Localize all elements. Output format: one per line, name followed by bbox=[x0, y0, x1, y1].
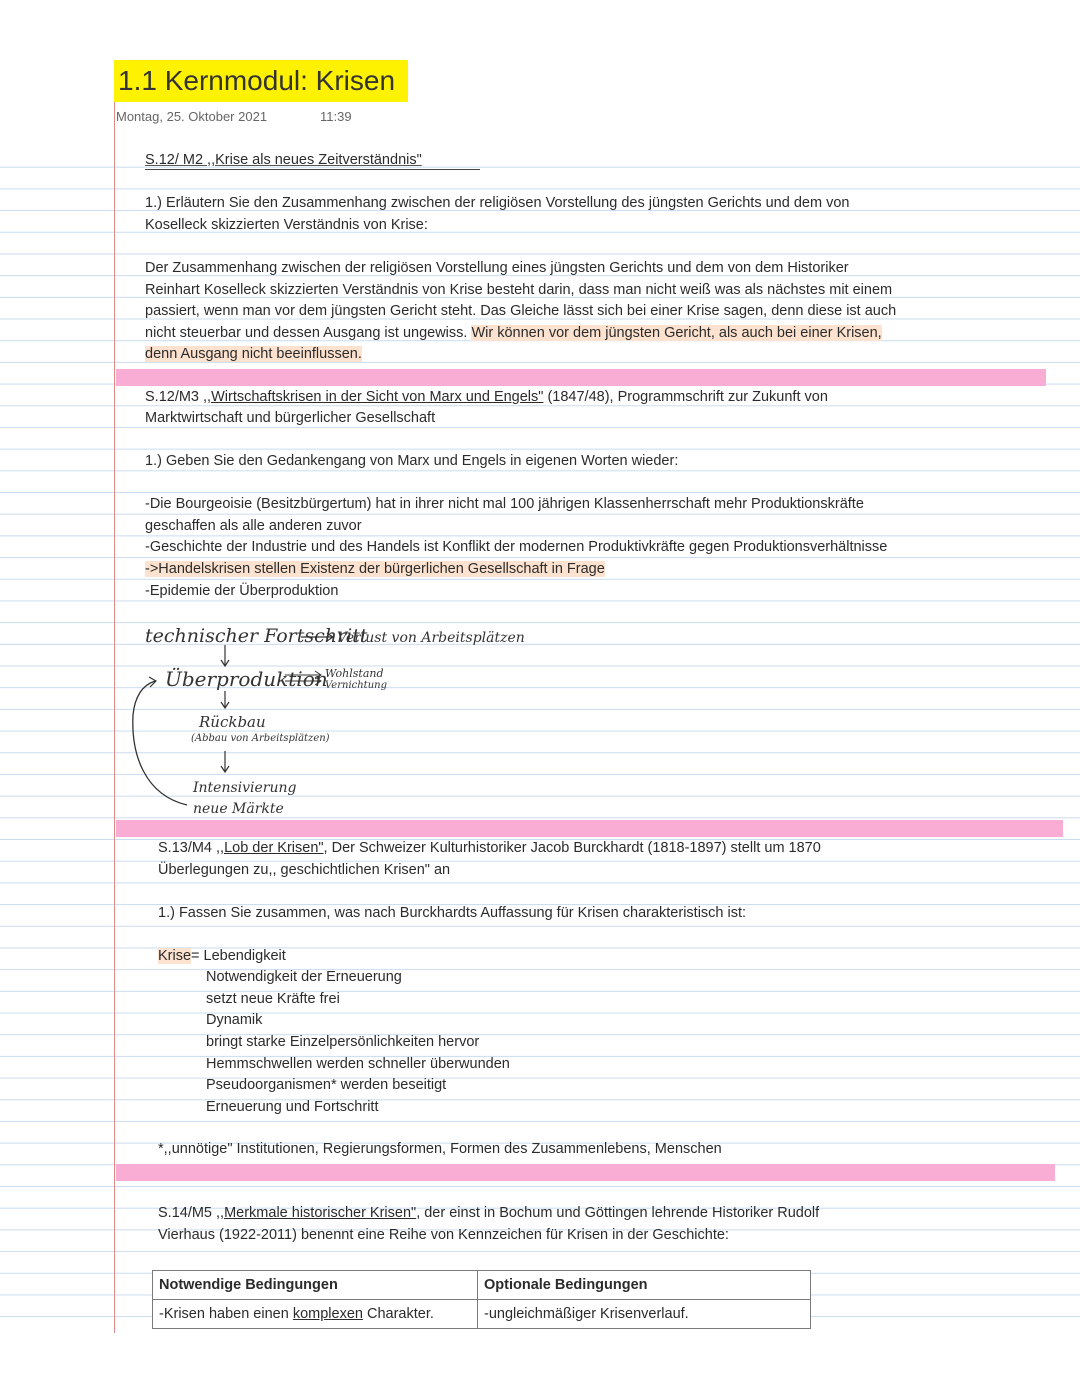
section-4-heading-title: ,,Merkmale historischer Krisen" bbox=[216, 1205, 417, 1221]
section-3-heading-prefix: S.13/M4 bbox=[158, 840, 217, 856]
answer-1-line-3: passiert, wenn man vor dem jüngsten Gericht steht. Das Gleiche lässt sich bei einer Krise sagen, denn diese ist auch bbox=[145, 303, 897, 319]
answer-1-highlight: Wir können vor dem jüngsten Gericht, als auch bei einer Krisen, bbox=[471, 325, 882, 341]
sketch-verlust: Verlust von Arbeitsplätzen bbox=[337, 630, 525, 646]
table-row bbox=[153, 1300, 811, 1329]
table-cell: -ungleichmäßiger Krisenverlauf. bbox=[478, 1300, 811, 1329]
handwritten-sketch bbox=[125, 615, 545, 820]
krise-definition bbox=[158, 946, 286, 968]
table-header-row bbox=[153, 1271, 811, 1300]
section-2-heading-prefix: S.12/M3 bbox=[145, 389, 204, 405]
cell-text-underlined: komplexen bbox=[292, 1306, 363, 1322]
conditions-table bbox=[152, 1270, 811, 1329]
section-2-heading-line-2: Marktwirtschaft und bürgerlicher Gesellschaft bbox=[145, 410, 436, 426]
section-4-heading bbox=[158, 1203, 819, 1225]
point-4: -Epidemie der Überproduktion bbox=[145, 583, 339, 599]
krise-term: Krise bbox=[158, 948, 192, 964]
sketch-vernichtung: Vernichtung bbox=[325, 680, 387, 691]
answer-1-line-2: Reinhart Koselleck skizzierten Verständnis von Krise besteht darin, dass man nicht weiß was als nächstes mit einem bbox=[145, 282, 893, 298]
krise-item: Pseudoorganismen* werden beseitigt bbox=[206, 1077, 447, 1093]
margin-line bbox=[114, 60, 115, 1333]
section-4-heading-suffix: , der einst in Bochum und Göttingen lehrende Historiker Rudolf bbox=[416, 1205, 820, 1221]
point-3-highlight: ->Handelskrisen stellen Existenz der bürgerlichen Gesellschaft in Frage bbox=[145, 561, 605, 577]
answer-1-line-1: Der Zusammenhang zwischen der religiösen Vorstellung eines jüngsten Gerichts und dem von dem Historiker bbox=[145, 260, 849, 276]
section-4-heading-line-2: Vierhaus (1922-2011) benennt eine Reihe von Kennzeichen für Krisen in der Geschichte: bbox=[158, 1227, 729, 1243]
sketch-wohlstand: Wohlstand bbox=[325, 667, 384, 680]
krise-item: Erneuerung und Fortschritt bbox=[206, 1099, 379, 1115]
answer-1-line-4a: nicht steuerbar und dessen Ausgang ist ungewiss. bbox=[145, 325, 468, 341]
answer-1-line-4 bbox=[145, 323, 882, 345]
section-2-heading-suffix: (1847/48), Programmschrift zur Zukunft von bbox=[543, 389, 828, 405]
section-4-heading-prefix: S.14/M5 bbox=[158, 1205, 217, 1221]
cell-text: -Krisen haben einen bbox=[159, 1306, 293, 1322]
point-3 bbox=[145, 559, 605, 581]
section-2-heading bbox=[145, 387, 828, 409]
footnote: *,,unnötige" Institutionen, Regierungsformen, Formen des Zusammenlebens, Menschen bbox=[158, 1141, 722, 1157]
sketch-intensivierung: Intensivierung bbox=[193, 780, 297, 796]
sketch-abbau: (Abbau von Arbeitsplätzen) bbox=[191, 733, 330, 744]
krise-item: bringt starke Einzelpersönlichkeiten hervor bbox=[206, 1034, 480, 1050]
heading-underline bbox=[145, 169, 480, 170]
sketch-rueckbau: Rückbau bbox=[199, 713, 266, 731]
section-divider bbox=[116, 1164, 1055, 1181]
section-2-heading-title: ,,Wirtschaftskrisen in der Sicht von Marx und Engels" bbox=[203, 389, 544, 405]
point-2: -Geschichte der Industrie und des Handels ist Konflikt der modernen Produktivkräfte gegen Produktionsverhältnisse bbox=[145, 539, 888, 555]
task-2: 1.) Geben Sie den Gedankengang von Marx und Engels in eigenen Worten wieder: bbox=[145, 453, 679, 469]
section-divider bbox=[116, 820, 1063, 837]
section-3-heading bbox=[158, 838, 821, 860]
answer-1-highlight-2: denn Ausgang nicht beeinflussen. bbox=[145, 346, 362, 362]
column-header: Notwendige Bedingungen bbox=[153, 1271, 478, 1300]
section-divider bbox=[116, 369, 1046, 386]
point-1-cont: geschaffen als alle anderen zuvor bbox=[145, 518, 362, 534]
task-3: 1.) Fassen Sie zusammen, was nach Burckhardts Auffassung für Krisen charakteristisch ist: bbox=[158, 905, 747, 921]
page-bottom-blank bbox=[0, 1333, 1080, 1397]
page-title: 1.1 Kernmodul: Krisen bbox=[114, 60, 408, 102]
sketch-ueberproduktion: Überproduktion bbox=[165, 667, 328, 691]
column-header: Optionale Bedingungen bbox=[478, 1271, 811, 1300]
krise-first: = Lebendigkeit bbox=[191, 948, 286, 964]
page-time: 11:39 bbox=[320, 109, 352, 124]
section-3-heading-line-2: Überlegungen zu,, geschichtlichen Krisen" an bbox=[158, 862, 451, 878]
sketch-technischer-fortschritt: technischer Fortschritt bbox=[145, 625, 368, 647]
section-3-heading-title: ,,Lob der Krisen" bbox=[216, 840, 324, 856]
point-1: -Die Bourgeoisie (Besitzbürgertum) hat in ihrer nicht mal 100 jährigen Klassenherrschaft mehr Produktionskräfte bbox=[145, 496, 864, 512]
task-1-line-2: Koselleck skizzierten Verständnis von Krise: bbox=[145, 217, 428, 233]
task-1-line-1: 1.) Erläutern Sie den Zusammenhang zwischen der religiösen Vorstellung des jüngsten Gerichts und dem von bbox=[145, 195, 850, 211]
answer-1-line-5 bbox=[145, 344, 362, 366]
cell-text: Charakter. bbox=[362, 1306, 434, 1322]
section-1-heading-text: S.12/ M2 ,,Krise als neues Zeitverständnis" bbox=[145, 152, 422, 168]
page-date: Montag, 25. Oktober 2021 bbox=[116, 109, 268, 124]
section-3-heading-suffix: , Der Schweizer Kulturhistoriker Jacob Burckhardt (1818-1897) stellt um 1870 bbox=[323, 840, 821, 856]
krise-item: setzt neue Kräfte frei bbox=[206, 991, 340, 1007]
krise-item: Dynamik bbox=[206, 1012, 263, 1028]
sketch-neue-maerkte: neue Märkte bbox=[193, 801, 284, 817]
table-cell bbox=[153, 1300, 478, 1329]
krise-item: Hemmschwellen werden schneller überwunden bbox=[206, 1056, 510, 1072]
krise-item: Notwendigkeit der Erneuerung bbox=[206, 969, 402, 985]
